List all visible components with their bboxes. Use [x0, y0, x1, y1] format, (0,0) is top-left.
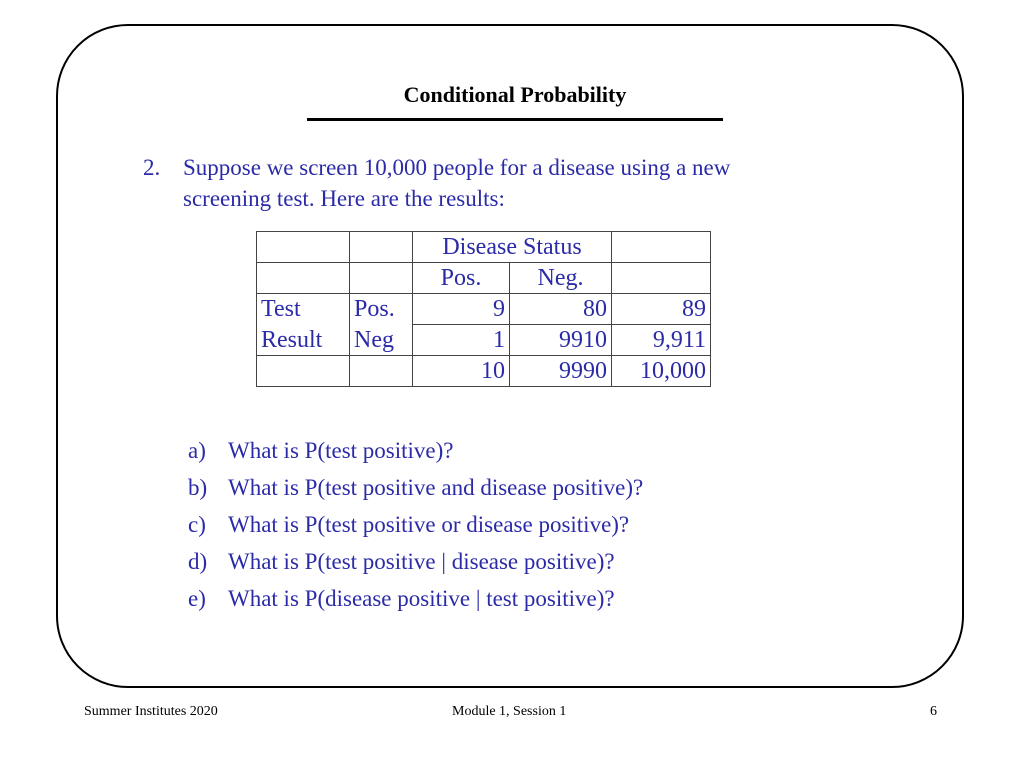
- row2-label: Neg: [350, 325, 413, 356]
- table-row: [257, 356, 711, 387]
- cell-total-neg: 9990: [510, 356, 612, 387]
- question-label: d): [188, 549, 208, 574]
- question-label: b): [188, 475, 208, 500]
- table-cell: [350, 263, 413, 294]
- question-item: [188, 469, 788, 506]
- header-neg: Neg.: [510, 263, 612, 294]
- question-label: e): [188, 586, 206, 611]
- table-row: [257, 263, 711, 294]
- footer-session: Module 1, Session 1: [452, 704, 567, 719]
- question-text: What is P(test positive and disease positive)?: [228, 475, 644, 500]
- question-item: [188, 506, 788, 543]
- intro-text: Suppose we screen 10,000 people for a disease using a new screening test. Here are the results:: [183, 155, 731, 211]
- table-cell: [350, 232, 413, 263]
- question-text: What is P(disease positive | test positive)?: [228, 586, 615, 611]
- intro-number: 2.: [143, 155, 161, 180]
- table-row: [257, 232, 711, 263]
- cell-row1-pos: 9: [413, 294, 510, 325]
- question-label: c): [188, 512, 206, 537]
- table-row: [257, 325, 711, 356]
- question-list: [188, 432, 788, 617]
- row-label-result: Result: [257, 325, 350, 356]
- table-cell: [350, 356, 413, 387]
- question-item: [188, 432, 788, 469]
- results-table: [256, 231, 711, 387]
- header-disease-status: Disease Status: [413, 232, 612, 263]
- row-label-test: Test: [257, 294, 350, 325]
- footer-institute: Summer Institutes 2020: [84, 704, 218, 719]
- cell-row1-neg: 80: [510, 294, 612, 325]
- table-row: [257, 294, 711, 325]
- question-item: [188, 580, 788, 617]
- header-pos: Pos.: [413, 263, 510, 294]
- question-text: What is P(test positive | disease positive)?: [228, 549, 615, 574]
- footer-page-number: 6: [930, 704, 937, 719]
- table-cell: [257, 263, 350, 294]
- question-item: [188, 543, 788, 580]
- question-text: What is P(test positive)?: [228, 438, 454, 463]
- title-underline: [307, 118, 723, 121]
- cell-total-pos: 10: [413, 356, 510, 387]
- row1-label: Pos.: [350, 294, 413, 325]
- cell-row1-total: 89: [612, 294, 711, 325]
- table-cell: [612, 263, 711, 294]
- table-cell: [257, 232, 350, 263]
- table-cell: [257, 356, 350, 387]
- slide-title: Conditional Probability: [403, 82, 627, 107]
- cell-row2-pos: 1: [413, 325, 510, 356]
- question-label: a): [188, 438, 206, 463]
- cell-grand-total: 10,000: [612, 356, 711, 387]
- question-text: What is P(test positive or disease positive)?: [228, 512, 630, 537]
- cell-row2-neg: 9910: [510, 325, 612, 356]
- table-cell: [612, 232, 711, 263]
- cell-row2-total: 9,911: [612, 325, 711, 356]
